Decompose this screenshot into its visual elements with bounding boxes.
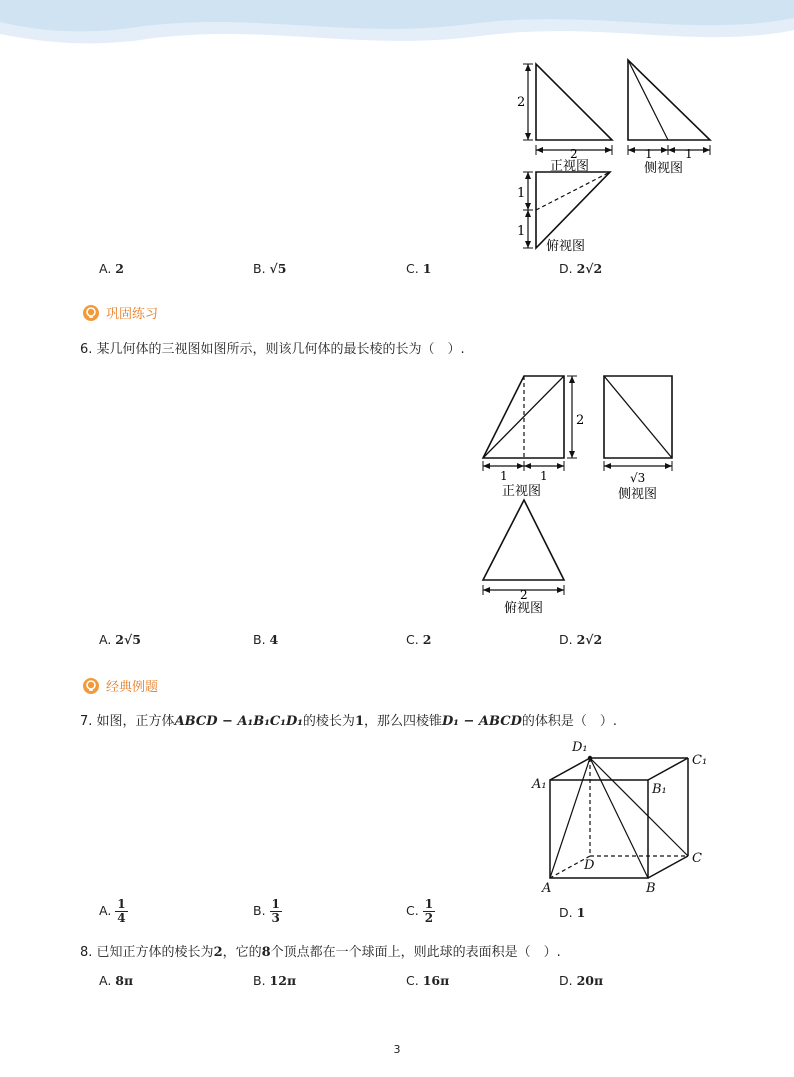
q7-option-d[interactable]: D. 1 [559,905,586,920]
q5-dim-front-width: 2 [570,147,578,161]
q8-option-a[interactable]: A. 8π [99,973,134,988]
q6-front-view-label: 正视图 [502,484,542,499]
q7-cube-front-face [550,780,648,878]
q5-option-b[interactable]: B. √5 [253,261,287,276]
q5-dim-side-1: 1 [645,147,653,161]
q7-label-d: D [584,858,595,873]
q5-dim-front-height: 2 [517,95,526,110]
header-wave-decoration [0,0,794,56]
q6-option-c[interactable]: C. 2 [406,632,432,647]
q7-option-a[interactable]: A. $\frac{1}{4}$ [99,897,126,925]
q5-side-view-shape [628,60,710,140]
q7-question-text: 7. 如图，正方体ABCD − A₁B₁C₁D₁的棱长为1，那么四棱锥D₁ − ABCD的体积是（ ）. [80,714,617,729]
section-classic-title: 经典例题 [106,680,159,695]
q6-question-text: 6. 某几何体的三视图如图所示，则该几何体的最长棱的长为（ ）. [80,342,465,357]
q5-top-view-shape [536,172,610,248]
q6-three-view-figure [476,368,676,618]
q7-label-a: A [542,881,552,896]
q8-option-b[interactable]: B. 12π [253,973,297,988]
q5-dim-side-2: 1 [685,147,693,161]
q5-top-view-label: 俯视图 [546,239,586,254]
q7-option-c[interactable]: C. $\frac{1}{2}$ [406,897,434,925]
q6-dim-right: 1 [540,469,548,483]
q7-label-c: C [692,851,702,866]
q8-option-d[interactable]: D. 20π [559,973,604,988]
q5-dim-top-2: 1 [517,224,526,239]
section-consolidate-header [82,303,158,322]
q5-front-view-label: 正视图 [550,159,590,174]
q6-dim-side: √3 [630,471,646,485]
lightbulb-icon [82,677,100,695]
q6-option-a[interactable]: A. 2√5 [99,632,141,647]
q5-dim-top-1: 1 [517,186,526,201]
q5-option-a[interactable]: A. 2 [99,261,124,276]
q7-cube-figure [528,738,718,898]
q5-front-view-shape [536,64,612,140]
q6-dim-left: 1 [500,469,508,483]
q5-side-view-label: 侧视图 [644,161,684,176]
page-number: 3 [393,1043,401,1056]
q5-option-c[interactable]: C. 1 [406,261,432,276]
q7-label-d1: D₁ [572,740,588,755]
q7-label-b1: B₁ [652,782,667,797]
lightbulb-icon [82,304,100,322]
section-consolidate-title: 巩固练习 [106,307,159,322]
q6-side-view-label: 侧视图 [618,487,658,502]
q7-label-b: B [646,881,656,896]
q6-dim-top: 2 [520,588,528,602]
q7-option-b[interactable]: B. $\frac{1}{3}$ [253,897,280,925]
q6-top-view-shape [483,500,564,580]
q6-option-d[interactable]: D. 2√2 [559,632,603,647]
q7-label-a1: A₁ [532,777,547,792]
q5-three-view-figure [510,58,720,258]
q5-option-d[interactable]: D. 2√2 [559,261,603,276]
q6-option-b[interactable]: B. 4 [253,632,279,647]
q8-question-text: 8. 已知正方体的棱长为2，它的8个顶点都在一个球面上，则此球的表面积是（ ）. [80,945,561,960]
q6-top-view-label: 俯视图 [504,601,544,616]
q8-option-c[interactable]: C. 16π [406,973,450,988]
q7-label-c1: C₁ [692,753,708,768]
q6-dim-height: 2 [576,413,585,428]
section-classic-header [82,676,158,695]
